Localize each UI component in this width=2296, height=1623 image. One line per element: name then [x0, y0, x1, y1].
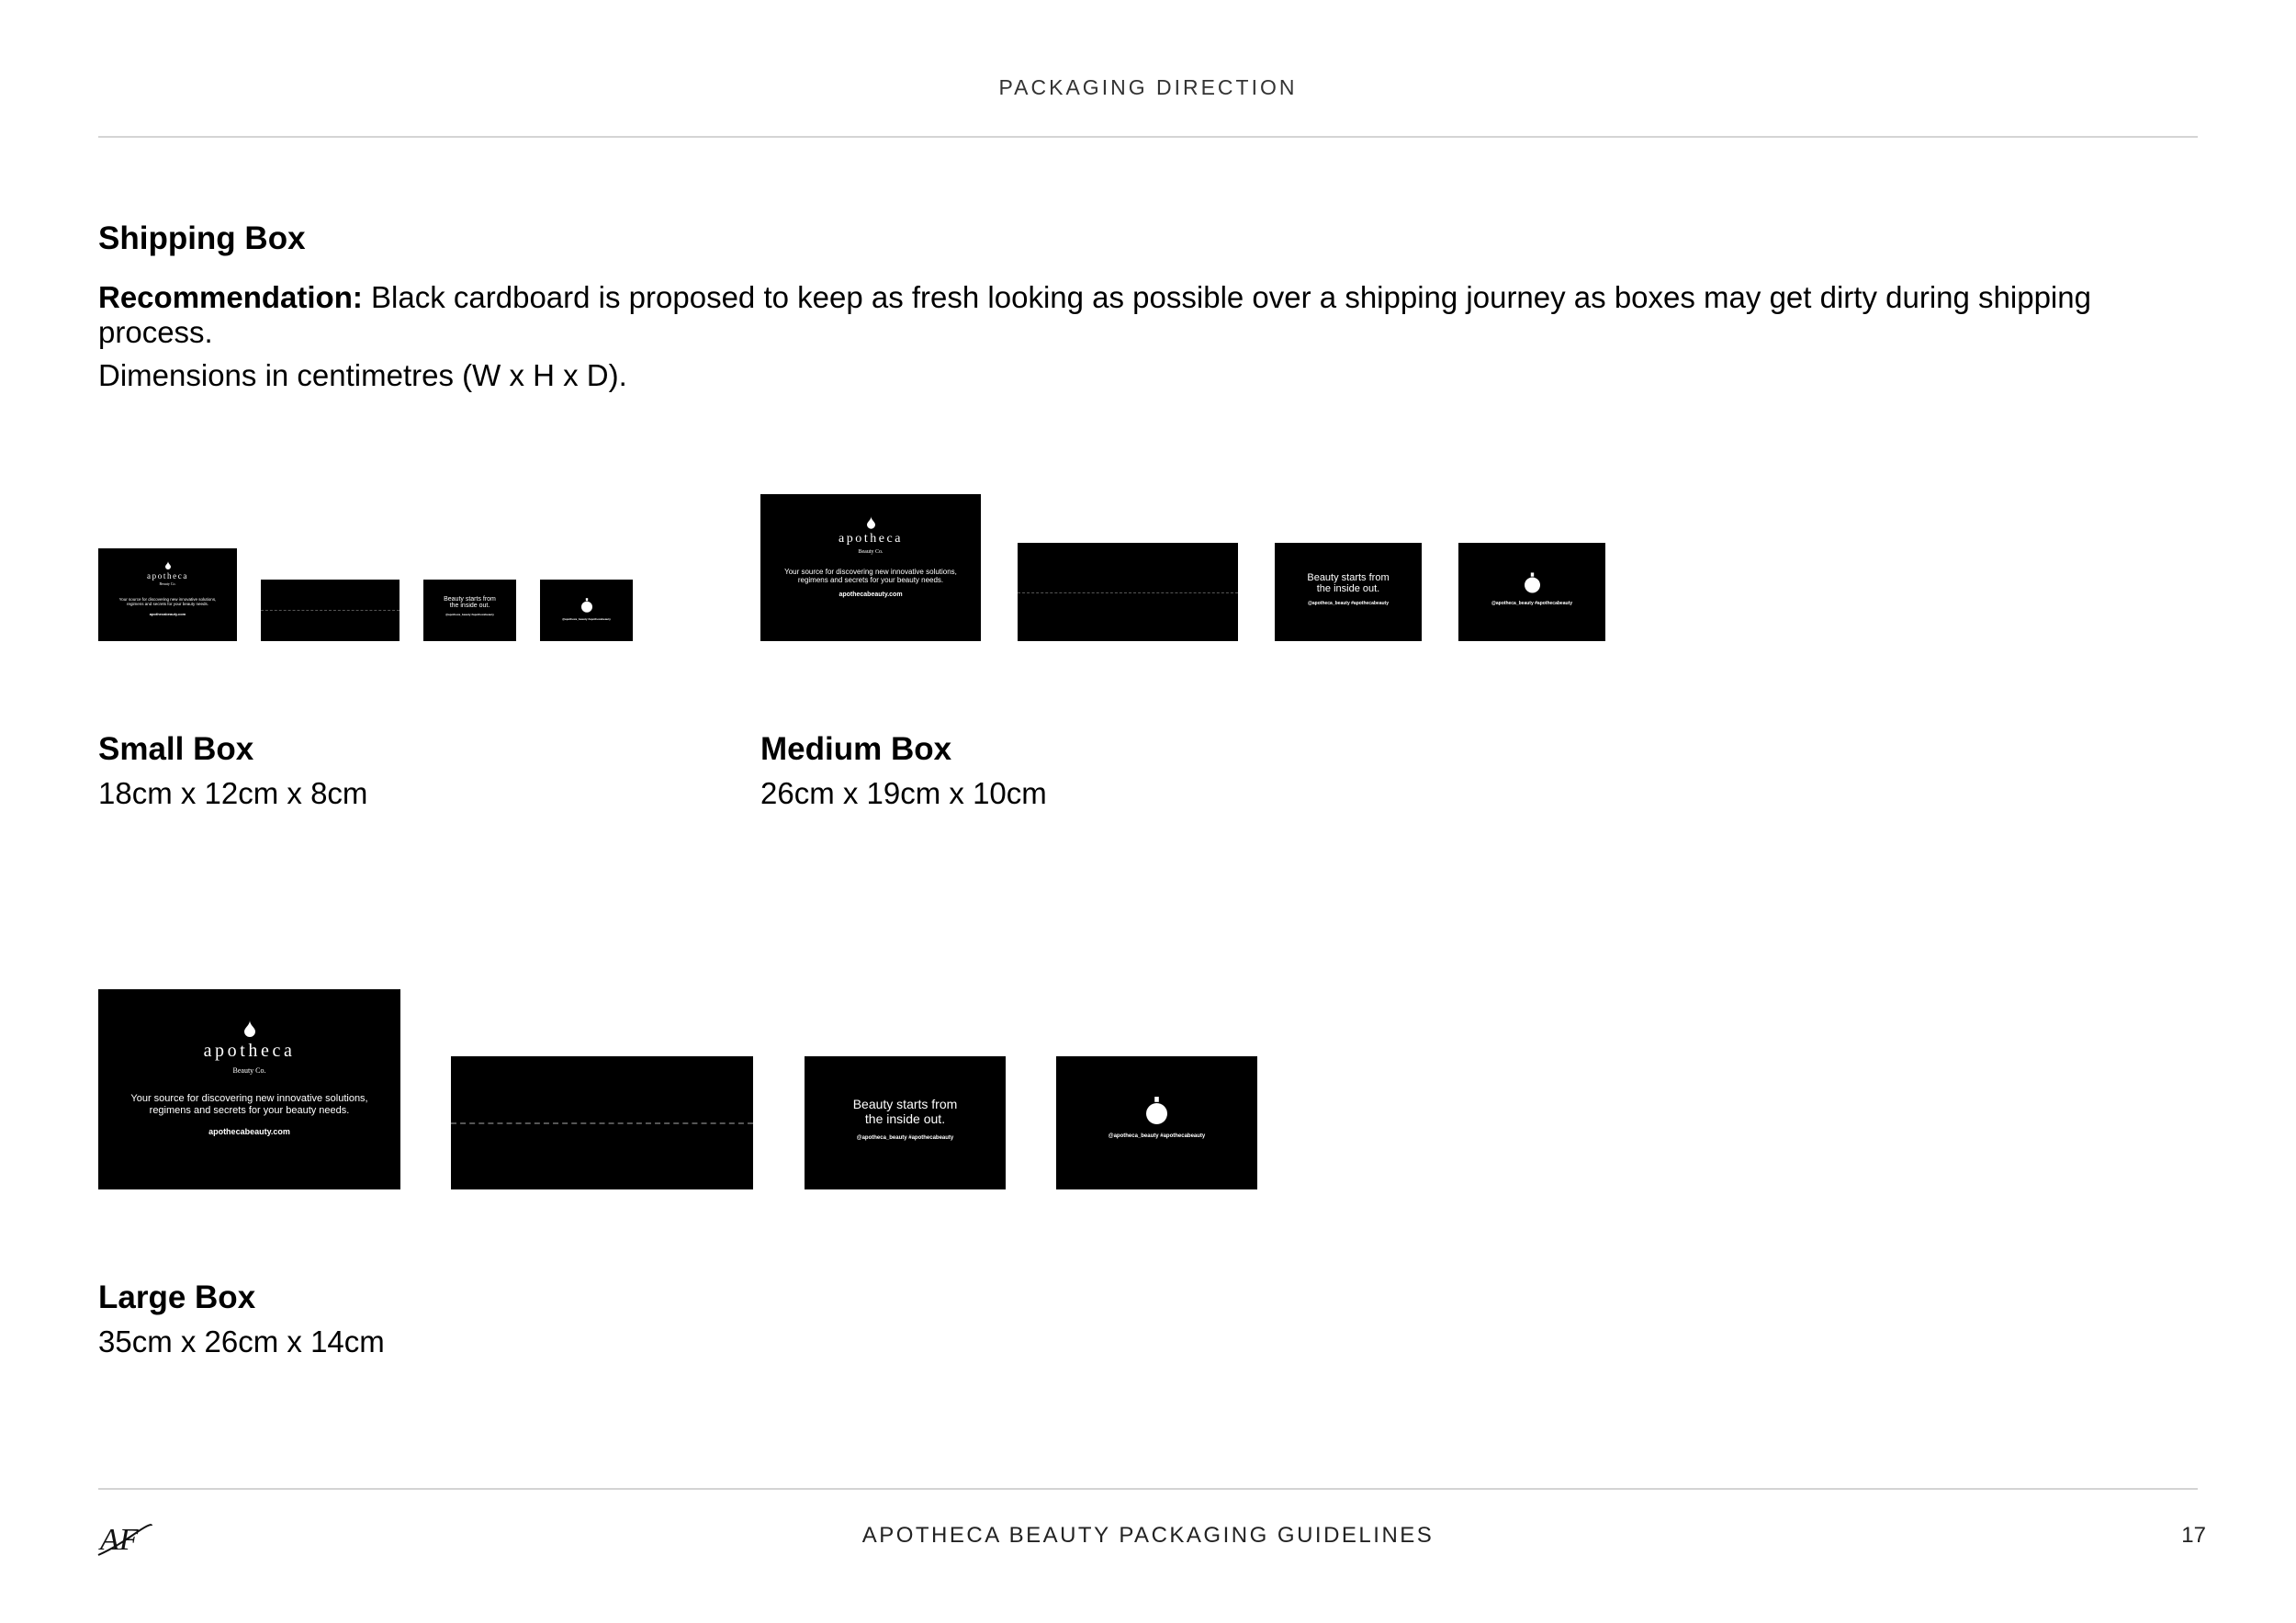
panel-brand-sub: Beauty Co. — [232, 1066, 266, 1075]
panel-tagline-1: Your source for discovering new innovative solutions, — [118, 597, 217, 602]
tape-seam — [1018, 592, 1238, 593]
panel-tagline-1: Your source for discovering new innovative solutions, — [784, 568, 957, 576]
tape-seam — [451, 1122, 753, 1124]
panel-url: apothecabeauty.com — [208, 1127, 290, 1136]
drop-icon — [244, 1020, 255, 1037]
medium-box-side-panel-quote — [1275, 543, 1422, 641]
medium-box-front-panel — [760, 494, 981, 641]
medium-box-label: Medium Box — [760, 731, 952, 767]
panel-handle: @apotheca_beauty #apothecabeauty — [1108, 1133, 1206, 1139]
medium-box-dimensions: 26cm x 19cm x 10cm — [760, 776, 1047, 810]
large-box-label: Large Box — [98, 1279, 256, 1315]
panel-brand-sub: Beauty Co. — [858, 549, 884, 555]
panel-quote-1: Beauty starts from — [852, 1097, 958, 1111]
recommendation-body: Black cardboard is proposed to keep as fresh looking as possible over a shipping journey as boxes may get dirty during shipping process. — [98, 280, 2091, 349]
bottle-icon — [1146, 1097, 1167, 1124]
drop-icon — [165, 561, 171, 569]
bottle-icon — [581, 598, 592, 613]
panel-handle: @apotheca_beauty #apothecabeauty — [1491, 601, 1572, 606]
medium-box-side-panel-logo — [1458, 543, 1605, 641]
af-logo-text: AF — [100, 1523, 139, 1557]
panel-tagline-2: regimens and secrets for your beauty needs. — [149, 1105, 350, 1116]
panel-tagline-1: Your source for discovering new innovative solutions, — [130, 1093, 368, 1104]
panel-url: apothecabeauty.com — [838, 592, 903, 598]
panel-quote-2: the inside out. — [449, 603, 490, 609]
small-box-side-panel-logo — [540, 580, 633, 641]
panel-url: apothecabeauty.com — [149, 612, 186, 616]
panel-brand-sub: Beauty Co. — [159, 581, 176, 586]
large-box-side-panel-logo — [1056, 1056, 1257, 1189]
large-box-side-panel-quote — [805, 1056, 1006, 1189]
panel-quote-1: Beauty starts from — [1307, 572, 1390, 583]
drop-icon — [867, 516, 875, 529]
small-box-label: Small Box — [98, 731, 254, 767]
page-header-title: PACKAGING DIRECTION — [998, 75, 1298, 99]
bottle-icon — [1525, 572, 1540, 593]
panel-brand: apotheca — [838, 532, 903, 546]
panel-handle: @apotheca_beauty #apothecabeauty — [1308, 601, 1389, 606]
panel-handle: @apotheca_beauty #apothecabeauty — [856, 1135, 954, 1141]
panel-brand: apotheca — [203, 1041, 296, 1061]
panel-quote-1: Beauty starts from — [444, 596, 496, 603]
section-title: Shipping Box — [98, 220, 306, 256]
tape-seam — [261, 610, 400, 611]
panel-tagline-2: regimens and secrets for your beauty needs. — [797, 576, 944, 584]
recommendation-label: Recommendation: — [98, 280, 363, 314]
panel-quote-2: the inside out. — [864, 1111, 946, 1126]
small-box-front-panel — [98, 548, 237, 641]
small-box-side-panel-quote — [423, 580, 516, 641]
header-divider — [98, 136, 2198, 138]
large-box-dimensions: 35cm x 26cm x 14cm — [98, 1324, 385, 1358]
footer-divider — [98, 1488, 2198, 1490]
panel-handle: @apotheca_beauty #apothecabeauty — [562, 617, 611, 621]
medium-box-top-panel — [1018, 543, 1238, 641]
large-box-top-panel — [451, 1056, 753, 1189]
panel-brand: apotheca — [147, 571, 188, 580]
recommendation-text — [98, 280, 2201, 350]
large-box-front-panel — [98, 989, 400, 1189]
dimensions-note: Dimensions in centimetres (W x H x D). — [98, 358, 627, 392]
page-number: 17 — [2181, 1523, 2206, 1548]
footer-title: APOTHECA BEAUTY PACKAGING GUIDELINES — [861, 1523, 1435, 1548]
panel-quote-2: the inside out. — [1316, 583, 1380, 594]
panel-tagline-2: regimens and secrets for your beauty needs. — [126, 602, 209, 606]
panel-handle: @apotheca_beauty #apothecabeauty — [445, 613, 494, 616]
small-box-top-panel — [261, 580, 400, 641]
small-box-dimensions: 18cm x 12cm x 8cm — [98, 776, 368, 810]
